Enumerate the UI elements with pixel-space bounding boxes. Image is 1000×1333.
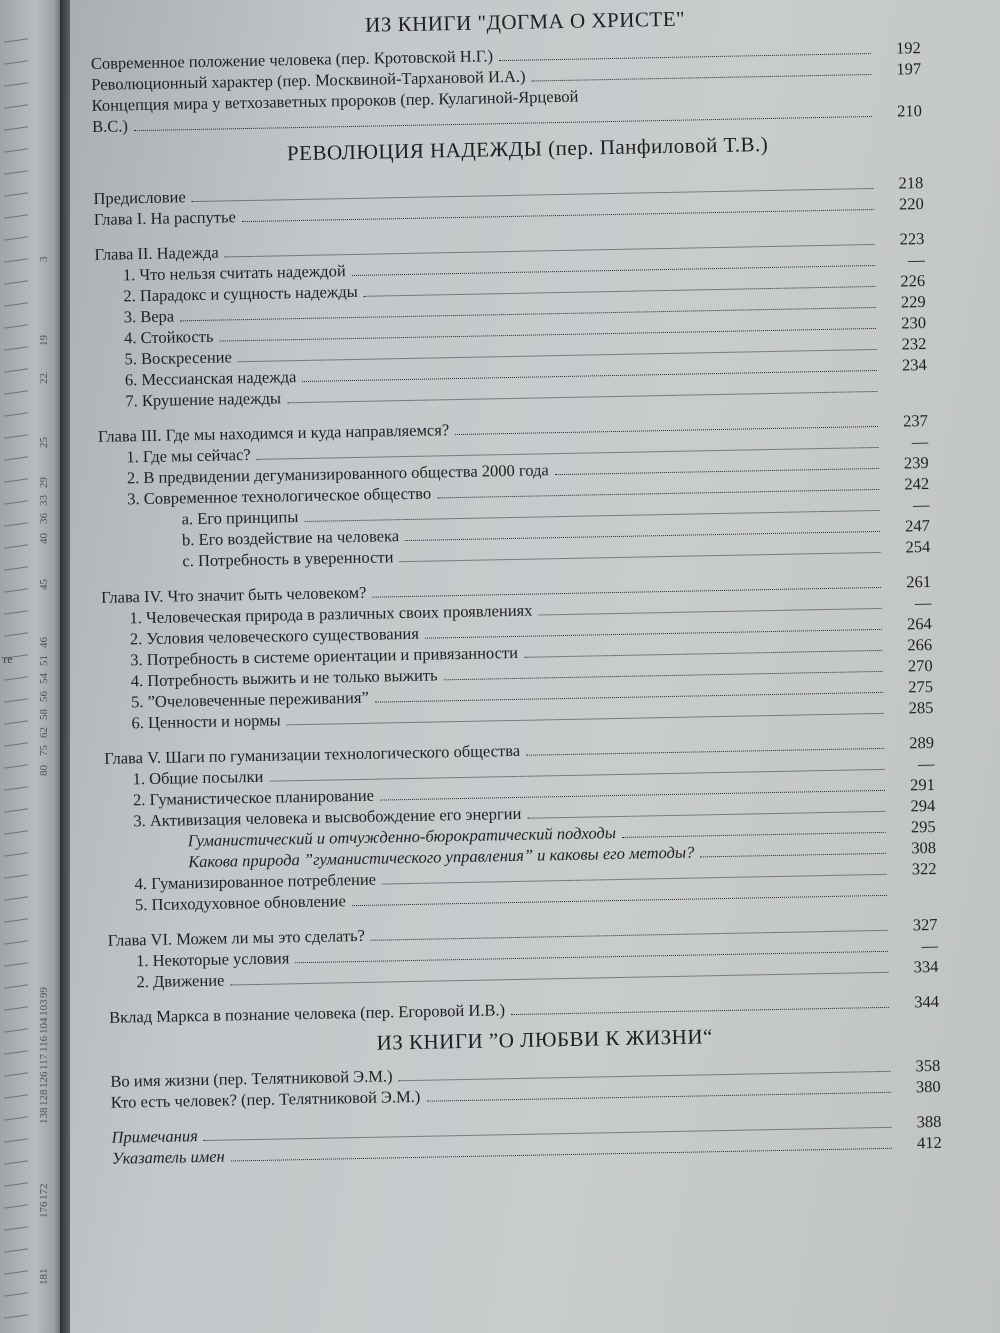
- entry-page: —: [917, 753, 935, 774]
- left-page-line: [4, 940, 28, 944]
- entry-title: Кто есть человек? (пер. Телятниковой Э.М.): [110, 1086, 421, 1112]
- left-page-number: 3: [38, 256, 50, 262]
- left-page-number: 117: [38, 1053, 50, 1070]
- dot-leader: [584, 83, 871, 102]
- left-page-line: [4, 1270, 28, 1274]
- left-page-line: [4, 786, 28, 790]
- dot-leader: [555, 455, 879, 475]
- entry-title: Революционный характер (пер. Москвиной-Тархановой И.А.): [91, 66, 526, 94]
- entry-page: 220: [898, 194, 924, 214]
- left-page-line: [4, 1116, 28, 1120]
- entry-title: 3. Активизация человека и высвобождение его энергии: [133, 803, 522, 831]
- entry-title: 3. Вера: [123, 306, 175, 327]
- entry-page: 232: [901, 334, 927, 354]
- entry-page: 247: [904, 515, 931, 536]
- left-page-line: [4, 742, 28, 746]
- left-page-number: 46: [38, 637, 50, 648]
- left-page-line: [4, 1226, 28, 1230]
- entry-title: a. Его принципы: [181, 507, 299, 529]
- entry-title: c. Потребность в уверенности: [182, 547, 394, 571]
- entry-title: Вклад Маркса в познание человека (пер. Егоровой И.В.): [109, 1000, 506, 1027]
- left-page-line: [4, 852, 28, 856]
- entry-page: [883, 391, 927, 392]
- left-page-number: 116: [38, 1035, 50, 1052]
- left-page-number: 54: [38, 673, 50, 684]
- entry-page: 380: [915, 1076, 941, 1097]
- section-title: РЕВОЛЮЦИЯ НАДЕЖДЫ (пер. Панфиловой Т.В.): [286, 132, 769, 166]
- left-page-line: [4, 346, 28, 350]
- entry-title: Указатель имен: [111, 1146, 225, 1168]
- entry-page: 192: [895, 38, 921, 58]
- entry-title: 1. Что нельзя считать надеждой: [122, 261, 346, 285]
- entry-page: 230: [901, 313, 927, 333]
- left-page-number: 62: [38, 727, 50, 738]
- left-page-line: [4, 1292, 28, 1296]
- left-page-number: 126: [38, 1071, 50, 1088]
- entry-title: 1. Где мы сейчас?: [126, 444, 251, 467]
- left-page-line: [4, 874, 28, 878]
- left-page-line: [4, 478, 28, 482]
- entry-title: В.С.): [91, 116, 129, 136]
- toc-page: [70, 0, 1000, 1333]
- entry-title: 6. Мессианская надежда: [124, 367, 297, 390]
- left-page-line: [4, 588, 28, 592]
- dot-leader: [526, 735, 884, 756]
- left-page-number: 25: [38, 437, 50, 448]
- entry-page: 226: [900, 271, 926, 291]
- entry-page: 270: [907, 655, 933, 676]
- left-page-line: [4, 1160, 28, 1164]
- entry-title: Какова природа ”гуманистического управления” и каковы его методы?: [188, 842, 695, 872]
- section-title: ИЗ КНИГИ "ДОГМА О ХРИСТЕ": [364, 6, 686, 37]
- entry-page: 322: [911, 858, 937, 879]
- left-page-edge: [0, 0, 64, 1333]
- table-of-contents: [90, 2, 942, 1169]
- left-page-number: 51: [38, 655, 50, 666]
- entry-title: Предисловие: [93, 187, 186, 208]
- entry-title: 1. Некоторые условия: [135, 948, 290, 971]
- entry-title: b. Его воздействие на человека: [181, 526, 400, 550]
- entry-title: Во имя жизни (пер. Телятниковой Э.М.): [110, 1066, 393, 1091]
- left-page-line: [4, 126, 28, 130]
- entry-page: 388: [916, 1111, 942, 1132]
- entry-page: 223: [899, 229, 925, 249]
- entry-title: Глава III. Где мы находимся и куда направляемся?: [97, 420, 450, 446]
- left-page-line: [4, 60, 28, 64]
- entry-title: Глава IV. Что значит быть человеком?: [100, 582, 367, 607]
- entry-title: 6. Ценности и нормы: [131, 710, 281, 733]
- entry-page: —: [911, 431, 929, 452]
- left-page-line: [4, 698, 28, 702]
- entry-title: 5. Психодуховное обновление: [134, 891, 347, 915]
- left-page-line: [4, 214, 28, 218]
- entry-page: 237: [902, 410, 929, 431]
- entry-page: —: [921, 935, 939, 956]
- left-page-number: 128: [38, 1089, 50, 1106]
- left-page-line: [4, 610, 28, 614]
- left-page-number: 104: [38, 1017, 50, 1034]
- entry-page: —: [908, 250, 925, 270]
- left-page-word: те: [2, 652, 13, 666]
- left-page-line: [4, 104, 28, 108]
- entry-title: 3. Современное технологическое общество: [127, 483, 432, 509]
- left-page-number: 138: [38, 1107, 50, 1124]
- left-page-line: [4, 1050, 28, 1054]
- left-page-line: [4, 258, 28, 262]
- entry-page: [893, 895, 937, 896]
- left-page-line: [4, 82, 28, 86]
- left-page-number: 181: [38, 1268, 50, 1285]
- entry-page: 264: [906, 613, 932, 634]
- left-page-line: [4, 962, 28, 966]
- left-page-line: [4, 390, 28, 394]
- left-page-line: [4, 808, 28, 812]
- entry-page: 334: [913, 956, 939, 977]
- entry-page: 218: [898, 173, 924, 193]
- left-page-number: 29: [38, 477, 50, 488]
- left-page-number: 40: [38, 533, 50, 544]
- left-page-line: [4, 302, 28, 306]
- left-page-line: [4, 1204, 28, 1208]
- entry-title: Глава V. Шаги по гуманизации технологического общества: [104, 740, 521, 768]
- entry-title: 5. ”Очеловеченные переживания”: [130, 687, 369, 712]
- left-page-line: [4, 720, 28, 724]
- entry-page: 239: [903, 452, 929, 473]
- entry-page: 266: [907, 634, 933, 655]
- entry-page: 291: [909, 774, 936, 795]
- left-page-line: [4, 456, 28, 460]
- entry-page: 242: [904, 473, 930, 494]
- dot-leader: [622, 819, 886, 838]
- entry-page: 289: [909, 732, 935, 753]
- entry-page: 344: [914, 991, 940, 1012]
- dot-leader: [531, 61, 871, 82]
- entry-title: Гуманистический и отчужденно-бюрократический подходы: [187, 823, 617, 851]
- entry-title: 4. Гуманизированное потребление: [134, 869, 377, 894]
- entry-title: Концепция мира у ветхозаветных пророков (пер. Кулагиной-Ярцевой: [91, 86, 579, 115]
- entry-title: Современное положение человека (пер. Кротовской Н.Г.): [90, 46, 494, 73]
- left-page-number: 58: [38, 709, 50, 720]
- left-page-line: [4, 918, 28, 922]
- entry-page: —: [914, 592, 932, 613]
- entry-title: 2. Движение: [136, 970, 225, 992]
- entry-title: 2. Парадокс и сущность надежды: [123, 281, 358, 306]
- left-page-line: [4, 1028, 28, 1032]
- dot-leader: [499, 40, 871, 61]
- section-title: ИЗ КНИГИ ”О ЛЮБВИ К ЖИЗНИ“: [376, 1024, 714, 1055]
- left-page-number: 172: [38, 1183, 50, 1200]
- entry-page: 308: [911, 837, 937, 858]
- left-page-line: [4, 522, 28, 526]
- entry-title: 1. Человеческая природа в различных своих проявлениях: [129, 600, 533, 628]
- dot-leader: [527, 798, 885, 819]
- entry-page: 294: [910, 795, 936, 816]
- left-page-line: [4, 1138, 28, 1142]
- dot-leader: [511, 994, 889, 1015]
- entry-title: 3. Потребность в системе ориентации и привязанности: [130, 642, 519, 670]
- entry-page: 327: [912, 914, 938, 935]
- entry-page: 234: [901, 355, 927, 375]
- left-page-number: 99: [38, 987, 50, 998]
- left-page-line: [4, 764, 28, 768]
- left-page-line: [4, 324, 28, 328]
- left-page-line: [4, 1182, 28, 1186]
- left-page-line: [4, 236, 28, 240]
- left-page-line: [4, 632, 28, 636]
- entry-title: 2. Гуманистическое планирование: [132, 785, 375, 810]
- entry-title: 4. Стойкость: [123, 326, 214, 348]
- entry-title: Глава II. Надежда: [94, 242, 219, 264]
- left-page-line: [4, 368, 28, 372]
- left-page-line: [4, 412, 28, 416]
- left-page-number: 45: [38, 579, 50, 590]
- entry-page: —: [912, 494, 930, 515]
- entry-page: [878, 95, 922, 96]
- left-page-number: 56: [38, 691, 50, 702]
- entry-title: 2. Условия человеческого существования: [129, 623, 420, 649]
- entry-title: 2. В предвидении дегуманизированного общества 2000 года: [126, 460, 549, 488]
- entry-title: Глава VI. Можем ли мы это сделать?: [107, 925, 366, 950]
- left-page-number: 33: [38, 495, 50, 506]
- left-page-line: [4, 1314, 28, 1318]
- left-page-line: [4, 1006, 28, 1010]
- left-page-number: 80: [38, 765, 50, 776]
- entry-page: 412: [916, 1132, 942, 1153]
- entry-page: 197: [896, 59, 922, 79]
- dot-leader: [538, 595, 881, 616]
- left-page-line: [4, 38, 28, 42]
- left-page-line: [4, 280, 28, 284]
- left-page-number: 19: [38, 335, 50, 346]
- left-page-line: [4, 676, 28, 680]
- left-page-line: [4, 544, 28, 548]
- left-page-line: [4, 830, 28, 834]
- entry-page: 210: [897, 101, 923, 121]
- left-page-number: 103: [38, 999, 50, 1016]
- left-page-line: [4, 1094, 28, 1098]
- left-page-line: [4, 1072, 28, 1076]
- entry-page: 295: [910, 816, 936, 837]
- left-page-line: [4, 896, 28, 900]
- left-page-number: 22: [38, 373, 50, 384]
- entry-title: Глава I. На распутье: [93, 207, 237, 229]
- left-page-line: [4, 192, 28, 196]
- left-page-number: 176: [38, 1201, 50, 1218]
- left-page-line: [4, 170, 28, 174]
- entry-title: 4. Потребность выжить и не только выжить: [130, 665, 438, 691]
- entry-page: 275: [908, 676, 934, 697]
- entry-page: 229: [900, 292, 926, 312]
- entry-title: 7. Крушение надежды: [125, 388, 282, 411]
- entry-page: 285: [908, 697, 934, 718]
- left-page-line: [4, 434, 28, 438]
- left-page-line: [4, 148, 28, 152]
- entry-page: 254: [905, 536, 931, 557]
- entry-page: 261: [906, 571, 932, 592]
- entry-title: 5. Воскресение: [124, 347, 233, 369]
- dot-leader: [700, 840, 886, 858]
- entry-page: 358: [915, 1055, 941, 1076]
- left-page-number: 75: [38, 745, 50, 756]
- left-page-line: [4, 566, 28, 570]
- entry-title: 1. Общие посылки: [132, 766, 264, 789]
- entry-title: Примечания: [111, 1126, 198, 1147]
- dot-leader: [524, 637, 882, 658]
- left-page-line: [4, 500, 28, 504]
- left-page-line: [4, 984, 28, 988]
- left-page-line: [4, 1248, 28, 1252]
- left-page-number: 36: [38, 513, 50, 524]
